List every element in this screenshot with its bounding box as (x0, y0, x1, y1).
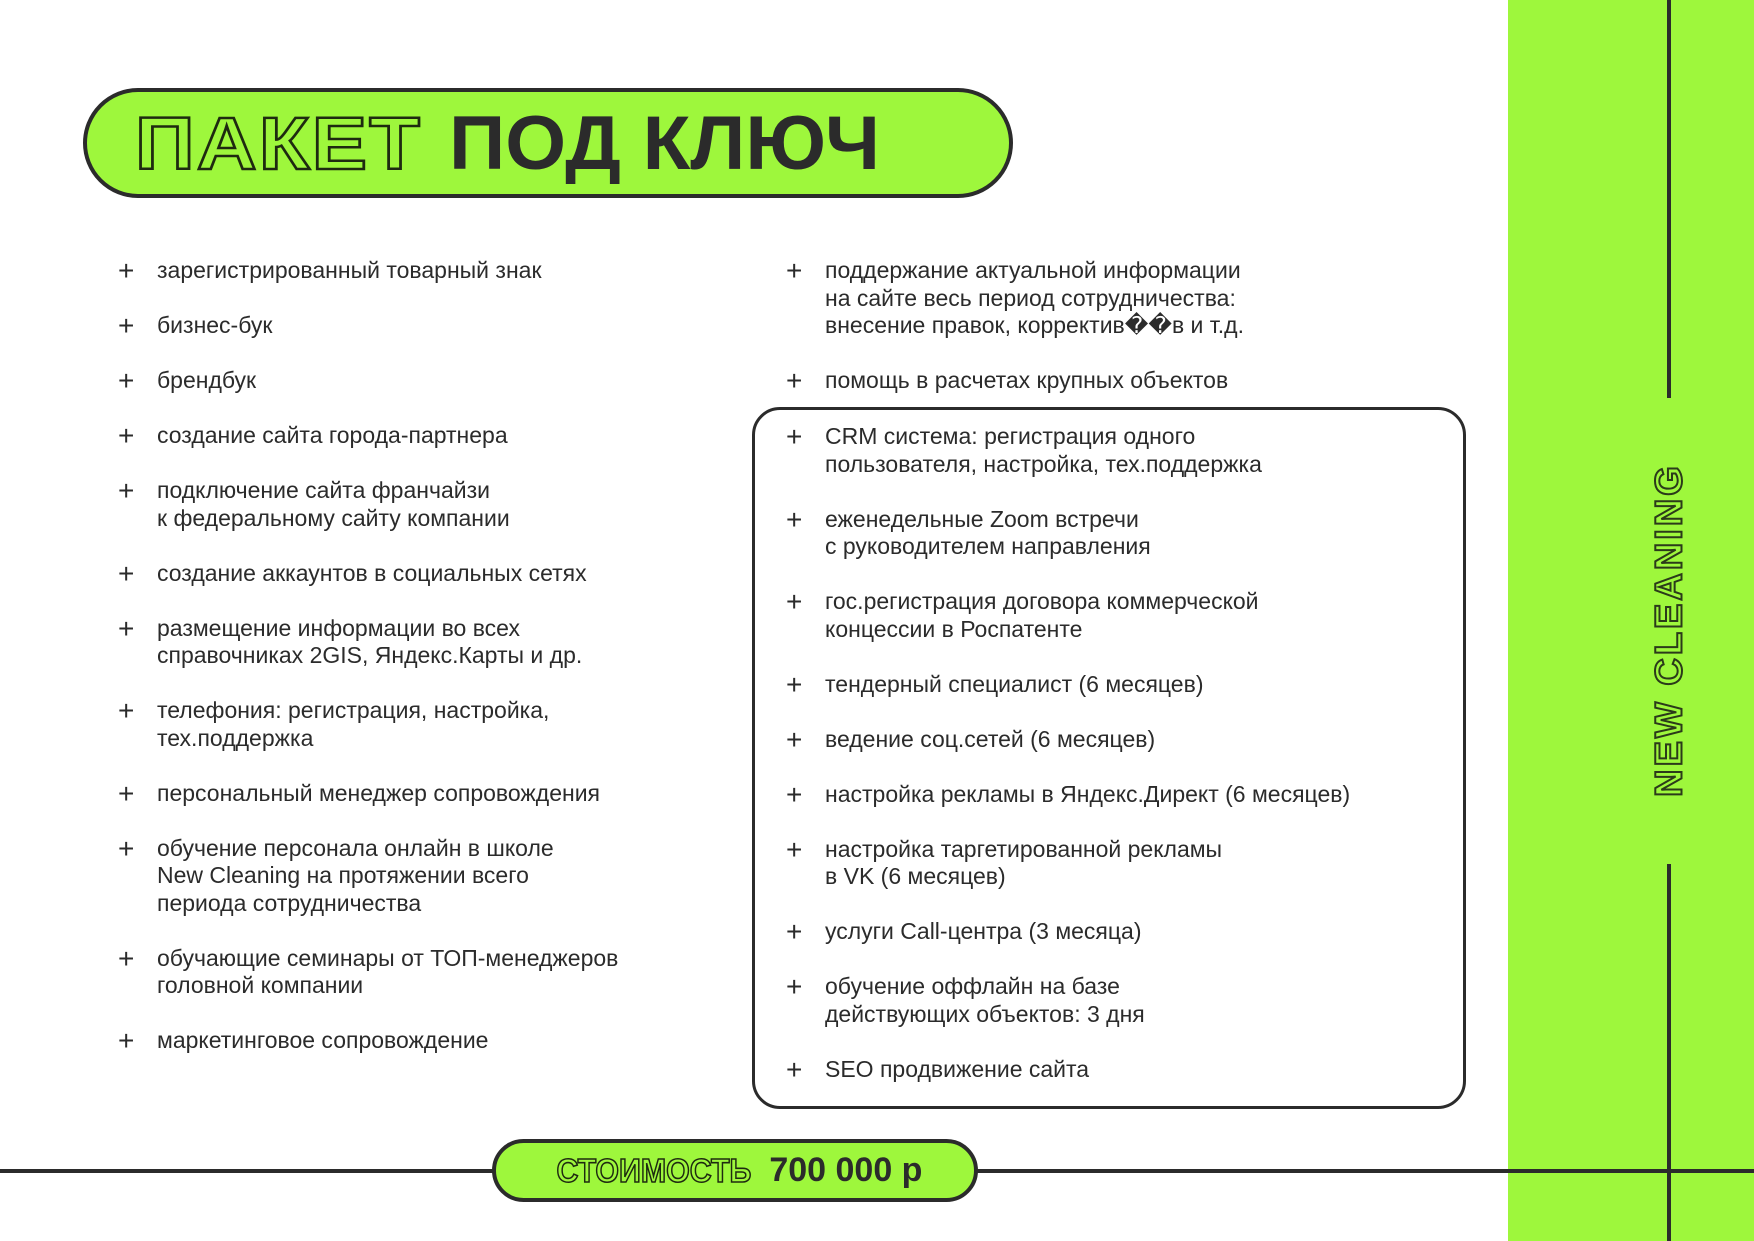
list-item (119, 367, 719, 395)
list-item-text: брендбук (157, 367, 257, 393)
plus-icon: + (118, 832, 135, 864)
side-vertical-rule-bottom (1667, 864, 1671, 1241)
plus-icon: + (786, 503, 803, 535)
plus-icon: + (118, 310, 135, 341)
list-item (119, 477, 719, 532)
list-item-text: услуги Call-центра (3 месяца) (825, 918, 1142, 944)
plus-icon: + (118, 612, 135, 644)
plus-icon: + (786, 421, 803, 452)
list-item (118, 942, 719, 1000)
list-item (118, 557, 719, 589)
list-item-text: ведение соц.сетей (6 месяцев) (825, 725, 1156, 752)
highlighted-services-list (787, 423, 1457, 1111)
title-bold-text: ПОД КЛЮЧ (449, 100, 881, 186)
brand-side-band (1508, 0, 1754, 1241)
features-list-left (119, 257, 719, 1082)
list-item (787, 918, 1457, 946)
plus-icon: + (786, 586, 803, 617)
plus-icon: + (786, 365, 803, 396)
plus-icon: + (118, 695, 135, 726)
plus-icon: + (786, 723, 803, 755)
list-item (118, 832, 719, 918)
plus-icon: + (786, 916, 803, 947)
list-item-text: телефония: регистрация, настройка, тех.поддержка (157, 697, 550, 751)
list-item (118, 612, 719, 670)
plus-icon: + (118, 420, 135, 451)
plus-icon: + (118, 942, 135, 974)
features-list-right (787, 257, 1407, 422)
list-item (786, 723, 1457, 755)
list-item (119, 697, 719, 752)
price-value: 700 000 р (769, 1151, 923, 1189)
plus-icon: + (118, 777, 135, 809)
list-item (786, 778, 1457, 810)
list-item (787, 423, 1457, 478)
plus-icon: + (786, 971, 803, 1002)
list-item-text: маркетинговое сопровождение (157, 1027, 489, 1053)
list-item (787, 257, 1407, 340)
list-item-text: настройка таргетированной рекламы в VK (6 месяцев) (825, 835, 1223, 889)
list-item-text: тендерный специалист (6 месяцев) (825, 670, 1204, 697)
list-item-text: обучение оффлайн на базе действующих объектов: 3 дня (825, 973, 1145, 1027)
list-item (786, 668, 1457, 700)
list-item (787, 367, 1407, 395)
list-item (118, 777, 719, 809)
plus-icon: + (118, 475, 135, 506)
list-item-text: помощь в расчетах крупных объектов (825, 367, 1229, 393)
price-badge (492, 1139, 978, 1202)
plus-icon: + (118, 365, 135, 396)
list-item-text: зарегистрированный товарный знак (157, 257, 542, 283)
plus-icon: + (786, 833, 803, 865)
list-item (119, 257, 719, 285)
list-item-text: обучающие семинары от ТОП-менеджеров головной компании (157, 944, 619, 998)
list-item-text: SEO продвижение сайта (825, 1055, 1090, 1082)
list-item (786, 503, 1457, 561)
list-item (787, 973, 1457, 1028)
list-item (786, 833, 1457, 891)
list-item-text: персональный менеджер сопровождения (157, 779, 601, 806)
list-item-text: поддержание актуальной информации на сайте весь период сотрудничества: внесение правок, корректив��в и т.д. (825, 257, 1244, 338)
plus-icon: + (786, 668, 803, 700)
plus-icon: + (118, 255, 135, 286)
list-item (119, 422, 719, 450)
plus-icon: + (786, 1053, 803, 1085)
list-item-text: бизнес-бук (157, 312, 273, 338)
list-item (119, 1027, 719, 1055)
list-item (119, 312, 719, 340)
plus-icon: + (786, 255, 803, 286)
list-item-text: обучение персонала онлайн в школе New Cleaning на протяжении всего периода сотрудничества (157, 834, 554, 916)
list-item-text: создание сайта города-партнера (157, 422, 508, 448)
list-item-text: создание аккаунтов в социальных сетях (157, 559, 587, 586)
side-vertical-rule-top (1667, 0, 1671, 398)
plus-icon: + (118, 1025, 135, 1056)
list-item (787, 588, 1457, 643)
plus-icon: + (118, 557, 135, 589)
price-label: СТОИМОСТЬ (556, 1151, 751, 1189)
title-outline-text: ПАКЕТ (135, 101, 423, 185)
plus-icon: + (786, 778, 803, 810)
list-item (786, 1053, 1457, 1085)
page-title (83, 88, 1013, 198)
list-item-text: настройка рекламы в Яндекс.Директ (6 месяцев) (825, 780, 1351, 807)
list-item-text: подключение сайта франчайзи к федеральному сайту компании (157, 477, 510, 531)
list-item-text: размещение информации во всех справочниках 2GIS, Яндекс.Карты и др. (157, 614, 583, 668)
list-item-text: еженедельные Zoom встречи с руководителем направления (825, 505, 1151, 559)
list-item-text: CRM система: регистрация одного пользователя, настройка, тех.поддержка (825, 423, 1262, 477)
list-item-text: гос.регистрация договора коммерческой концессии в Роспатенте (825, 588, 1259, 642)
brand-vertical-wordmark: NEW CLEANING (1648, 463, 1691, 797)
